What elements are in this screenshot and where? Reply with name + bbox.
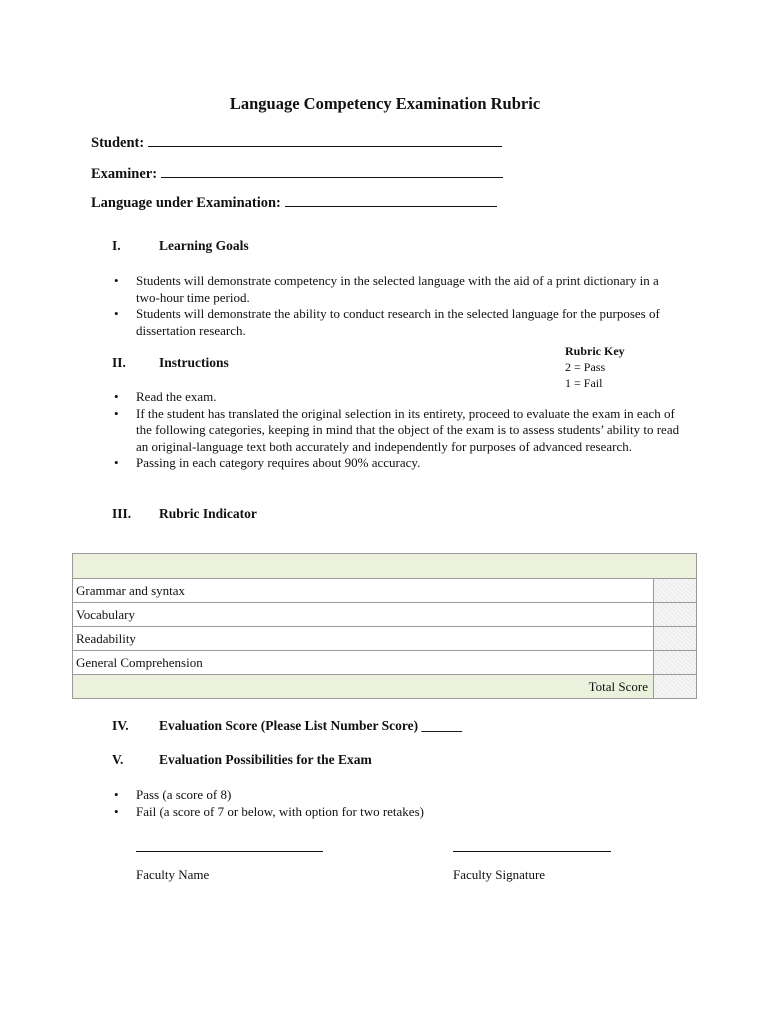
student-label: Student: [91,135,145,151]
list-item: • Passing in each category requires about 90% accuracy. [136,455,684,472]
possibilities-list [136,787,684,820]
section-number: III. [112,506,132,521]
instructions-list [136,389,684,472]
learning-goals-list [136,273,684,339]
table-row [73,627,697,651]
faculty-name-label: Faculty Name [136,867,210,882]
score-cell[interactable] [654,603,697,627]
section-instructions [112,355,229,371]
table-header-row [73,554,697,579]
section-title: Rubric Indicator [159,506,257,521]
student-field [91,131,502,152]
category-cell: Vocabulary [73,603,654,627]
total-score-cell[interactable] [654,675,697,699]
section-evaluation-possibilities [112,752,372,768]
score-cell[interactable] [654,579,697,603]
examiner-field [91,162,503,183]
rubric-key-fail: 1 = Fail [565,376,603,390]
faculty-signature-line[interactable] [453,851,611,852]
section-number: IV. [112,718,129,733]
category-cell: General Comprehension [73,651,654,675]
score-cell[interactable] [654,627,697,651]
language-label: Language under Examination: [91,195,281,211]
language-blank-line[interactable] [285,191,497,207]
rubric-key-pass: 2 = Pass [565,360,606,374]
student-blank-line[interactable] [148,131,502,147]
examiner-label: Examiner: [91,166,158,182]
total-score-label: Total Score [73,675,654,699]
section-title: Evaluation Possibilities for the Exam [159,752,372,767]
document-title: Language Competency Examination Rubric [229,94,541,113]
table-row [73,603,697,627]
list-item: • Read the exam. [136,389,684,406]
section-rubric-indicator [112,506,257,522]
section-number: I. [112,238,121,253]
list-item: • Students will demonstrate the ability to conduct research in the selected language for the purposes of dissertation research. [136,306,684,339]
category-cell: Readability [73,627,654,651]
category-cell: Grammar and syntax [73,579,654,603]
list-item: • Fail (a score of 7 or below, with option for two retakes) [136,804,684,821]
table-row [73,579,697,603]
score-cell[interactable] [654,651,697,675]
faculty-signature-label: Faculty Signature [453,867,546,882]
section-evaluation-score [112,718,462,734]
faculty-name-line[interactable] [136,851,323,852]
rubric-table [72,553,697,699]
section-title: Instructions [159,355,229,370]
examiner-blank-line[interactable] [161,162,503,178]
section-number: II. [112,355,126,370]
total-row [73,675,697,699]
rubric-key-title: Rubric Key [565,344,625,358]
section-title: Learning Goals [159,238,249,253]
section-learning-goals [112,238,249,254]
list-item: • Students will demonstrate competency in the selected language with the aid of a print dictionary in a two-hour time period. [136,273,684,306]
list-item: • If the student has translated the original selection in its entirety, proceed to evaluate the exam in each of the following categories, keeping in mind that the object of the exam is to assess students’ ability to read an original-language text both accurately and independently for purposes of advanced research. [136,406,684,456]
list-item: • Pass (a score of 8) [136,787,684,804]
rubric-key [565,343,625,391]
table-row [73,651,697,675]
section-number: V. [112,752,124,767]
language-field [91,191,497,212]
table-header-cell [73,554,697,579]
section-title: Evaluation Score (Please List Number Score) ______ [159,718,462,733]
